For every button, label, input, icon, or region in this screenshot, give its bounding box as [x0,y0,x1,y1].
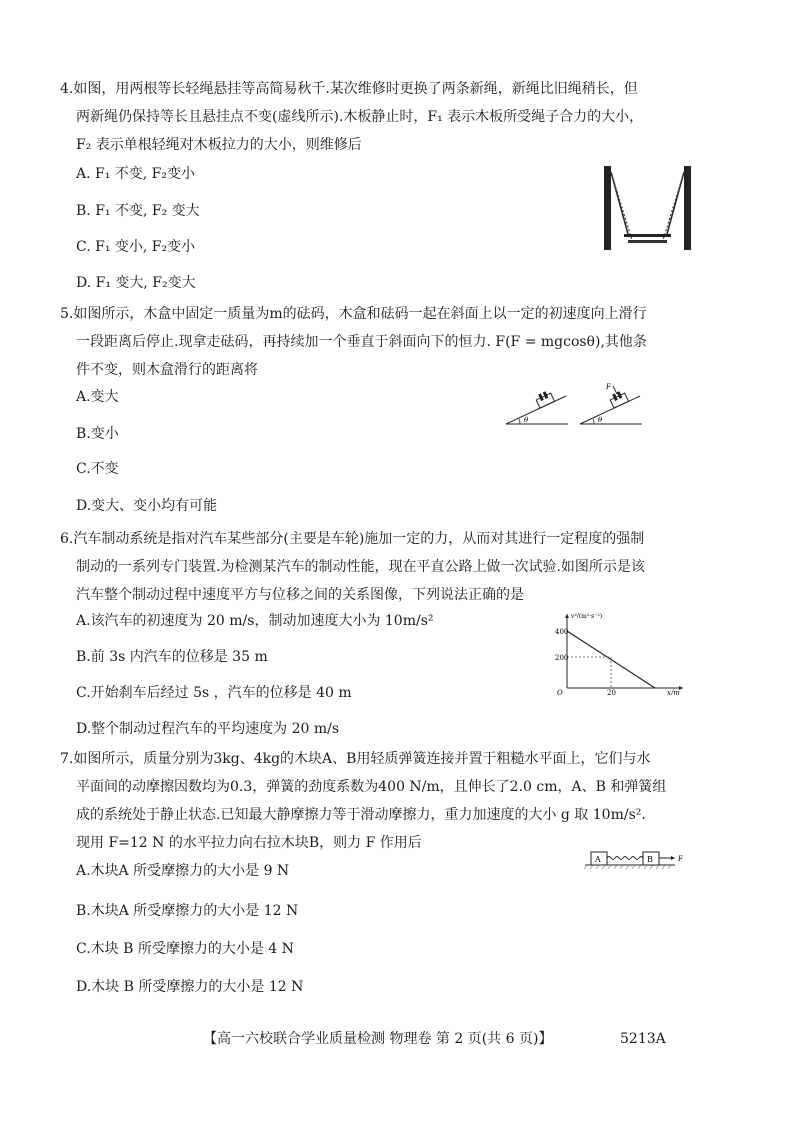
q7-option-b: B.木块A 所受摩擦力的大小是 12 N [76,903,299,919]
spring-blocks-figure [583,845,693,871]
footer-title: 【高一六校联合学业质量检测 物理卷 第 2 页(共 6 页)】 [203,1031,553,1047]
q5-stem-line3: 件不变，则木盒滑行的距离将 [76,362,258,378]
q7-option-c: C.木块 B 所受摩擦力的大小是 4 N [76,941,294,957]
graph-tick-20: 20 [607,689,616,695]
graph-origin: O [557,689,563,695]
v2-x-graph [555,610,690,695]
q7-option-d: D.木块 B 所受摩擦力的大小是 12 N [76,979,304,995]
graph-tick-400: 400 [555,628,569,636]
q6-stem-line3: 汽车整个制动过程中速度平方与位移之间的关系图像，下列说法正确的是 [76,587,524,603]
q5-option-b: B.变小 [76,426,119,442]
pull-force-label: F [678,855,683,863]
q5-theta-label-left: θ [524,416,529,424]
q4-stem-line1: 4.如图，用两根等长轻绳悬挂等高简易秋千.某次维修时更换了两条新绳，新绳比旧绳稍长，但 [60,81,638,97]
q4-option-c: C. F₁ 变小, F₂变小 [76,239,196,255]
q7-stem-line4: 现用 F=12 N 的水平拉力向右拉木块B，则力 F 作用后 [76,835,422,851]
q7-stem-line3: 成的系统处于静止状态.已知最大静摩擦力等于滑动摩擦力，重力加速度的大小 g 取 10m/s². [76,807,646,823]
q6-option-a: A.该汽车的初速度为 20 m/s，制动加速度大小为 10m/s² [76,613,434,629]
q5-force-label: F [606,383,611,391]
q5-theta-label-right: θ [598,416,603,424]
swing-figure [600,162,695,252]
q5-option-c: C.不变 [76,461,119,477]
block-a-label: A [595,855,601,864]
q6-stem-line1: 6.汽车制动系统是指对汽车某些部分(主要是车轮)施加一定的力，从而对其进行一定程度的强制 [60,531,645,547]
q6-option-c: C.开始刹车后经过 5s ，汽车的位移是 40 m [76,685,352,701]
footer-code: 5213A [620,1031,666,1047]
q5-stem-line1: 5.如图所示，木盒中固定一质量为m的砝码，木盒和砝码一起在斜面上以一定的初速度向上滑行 [60,306,647,322]
q4-option-a: A. F₁ 不变, F₂变小 [76,166,196,182]
q5-option-d: D.变大、变小均有可能 [76,498,218,514]
q4-stem-line3: F₂ 表示单根轻绳对木板拉力的大小，则维修后 [76,137,362,153]
incline-figure [500,380,650,430]
q6-option-b: B.前 3s 内汽车的位移是 35 m [76,649,268,665]
graph-ylabel: v²/(m²·s⁻²) [571,613,603,620]
q6-stem-line2: 制动的一系列专门装置.为检测某汽车的制动性能，现在平直公路上做一次试验.如图所示是该 [76,559,645,575]
graph-tick-200: 200 [555,654,569,662]
graph-xlabel: x/m [667,689,680,695]
q7-option-a: A.木块A 所受摩擦力的大小是 9 N [76,863,290,879]
q5-stem-line2: 一段距离后停止.现拿走砝码，再持续加一个垂直于斜面向下的恒力. F(F = mgcosθ),其他条 [76,334,647,350]
q7-stem-line1: 7.如图所示，质量分别为3kg、4kg的木块A、B用轻质弹簧连接并置于粗糙水平面上，它们与水 [60,751,651,767]
q4-option-d: D. F₁ 变大, F₂变大 [76,275,196,291]
q5-option-a: A.变大 [76,389,119,405]
q7-stem-line2: 平面间的动摩擦因数均为0.3，弹簧的劲度系数为400 N/m，且伸长了2.0 cm，A、B 和弹簧组 [76,779,667,795]
q4-stem-line2: 两新绳仍保持等长且悬挂点不变(虚线所示).木板静止时，F₁ 表示木板所受绳子合力的大小， [76,109,644,125]
block-b-label: B [647,855,653,864]
q6-option-d: D.整个制动过程汽车的平均速度为 20 m/s [76,721,340,737]
q4-option-b: B. F₁ 不变, F₂ 变大 [76,203,200,219]
